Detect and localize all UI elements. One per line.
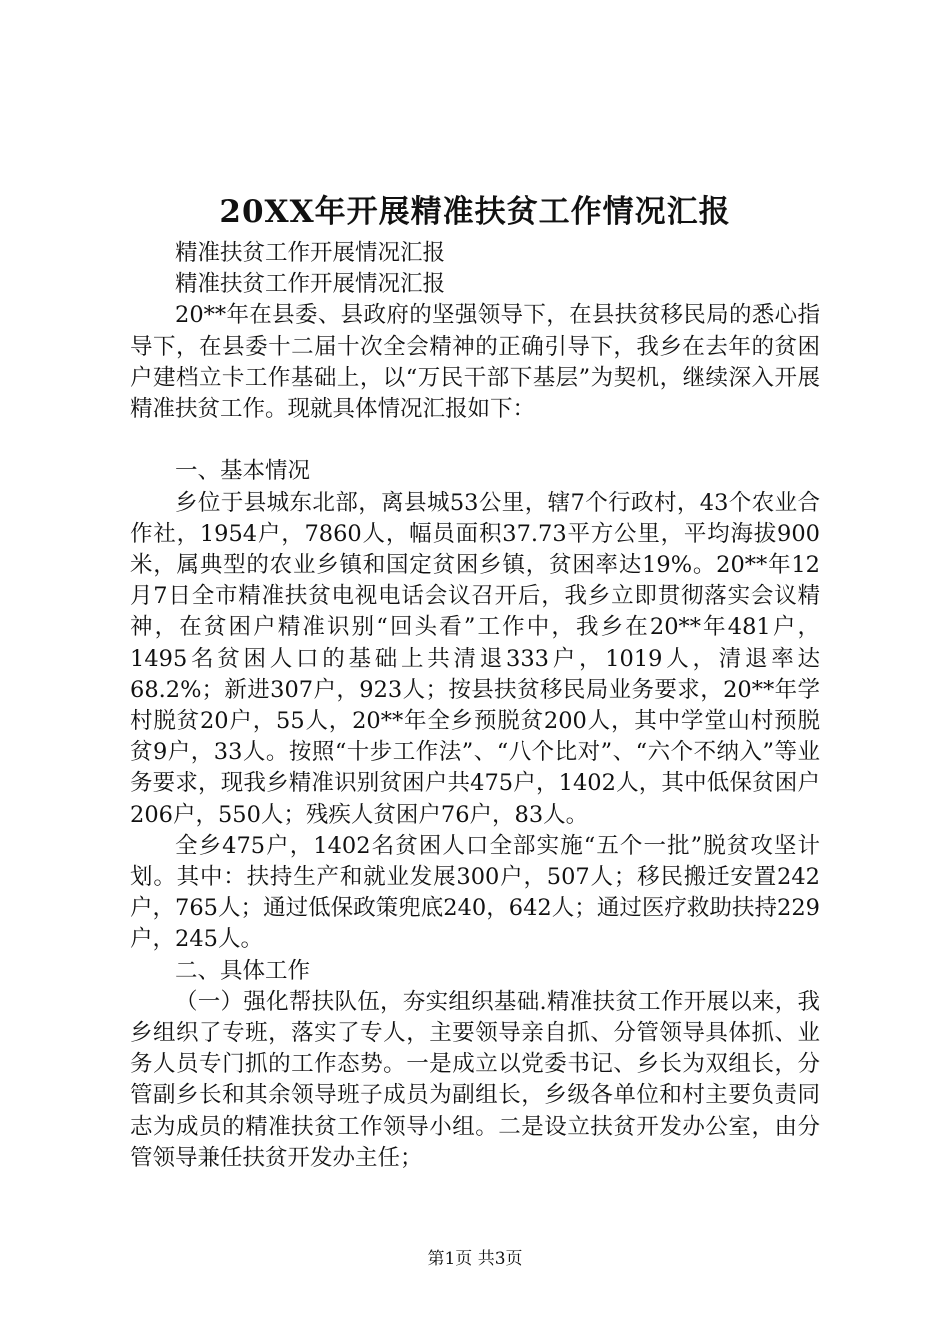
page-footer: 第1页 共3页 [427, 1249, 523, 1269]
paragraph: （一）强化帮扶队伍，夯实组织基础.精准扶贫工作开展以来，我乡组织了专班，落实了专人，主要领导亲自抓、分管领导具体抓、业务人员专门抓的工作态势。一是成立以党委书记、乡长为双组长，分管副乡长和其余领导班子成员为副组长，乡级各单位和村主要负责同志为成员的精准扶贫工作领导小组。二是设立扶贫开发办公室，由分管领导兼任扶贫开发办主任； [130, 988, 820, 1171]
subtitle-line: 精准扶贫工作开展情况汇报 [175, 271, 446, 298]
document-body [130, 238, 820, 1174]
blank-line [130, 425, 820, 456]
subtitle-line: 精准扶贫工作开展情况汇报 [175, 240, 446, 266]
paragraph: 乡位于县城东北部，离县城53公里，辖7个行政村，43个农业合作社，1954户，7860人，幅员面积37.73平方公里，平均海拔900米，属典型的农业乡镇和国定贫困乡镇，贫困率达19%。20**年12月7日全市精准扶贫电视电话会议召开后，我乡立即贯彻落实会议精神，在贫困户精准识别“回头看”工作中，我乡在20**年481户，1495名贫困人口的基础上共清退333户，1019人，清退率达68.2%；新进307户，923人；按县扶贫移民局业务要求，20**年学村脱贫20户，55人，20**年全乡预脱贫200人，其中学堂山村预脱贫9户，33人。按照“十步工作法”、“八个比对”、“六个不纳入”等业务要求，现我乡精准识别贫困户共475户，1402人，其中低保贫困户206户，550人；残疾人贫困户76户，83人。 [130, 489, 820, 828]
paragraph: 20**年在县委、县政府的坚强领导下，在县扶贫移民局的悉心指导下，在县委十二届十次全会精神的正确引导下，我乡在去年的贫困户建档立卡工作基础上，以“万民干部下基层”为契机，继续深入开展精准扶贫工作。现就具体情况汇报如下： [130, 302, 820, 423]
section-heading: 二、具体工作 [175, 957, 311, 984]
section-heading: 一、基本情况 [175, 458, 311, 485]
document-title: 20XX年开展精准扶贫工作情况汇报 [219, 194, 731, 230]
paragraph: 全乡475户，1402名贫困人口全部实施“五个一批”脱贫攻坚计划。其中：扶持生产和就业发展300户，507人；移民搬迁安置242户，765人；通过低保政策兜底240，642人；通过医疗救助扶持229户，245人。 [130, 832, 820, 953]
